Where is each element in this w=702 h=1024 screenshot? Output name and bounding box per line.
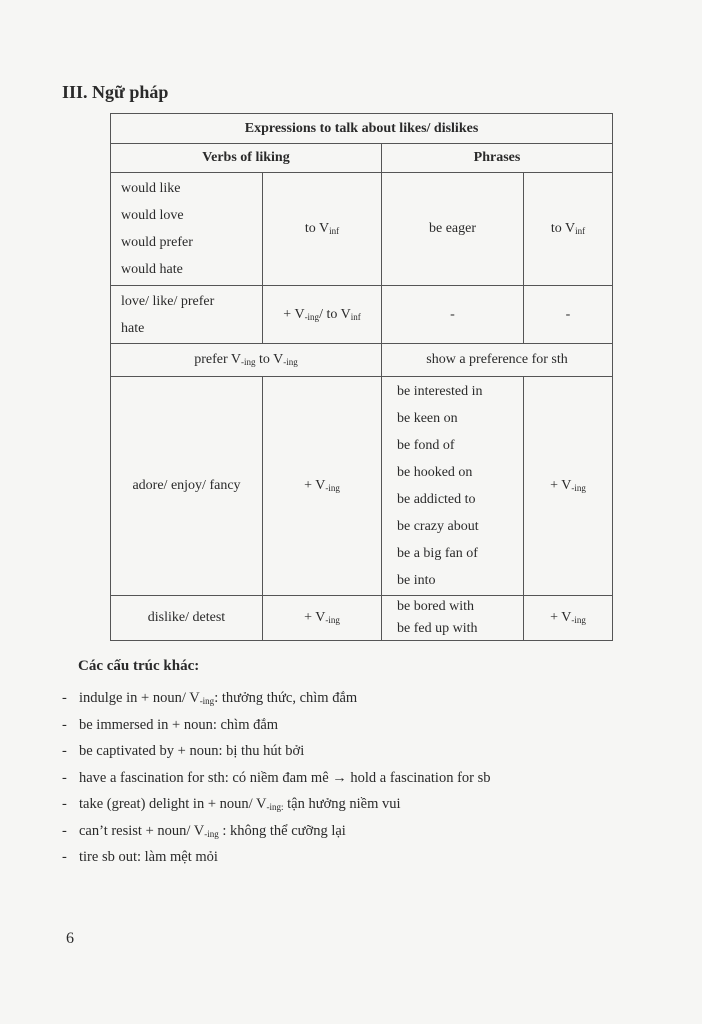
phrase-form: + $V_{-ing}$ bbox=[524, 377, 613, 596]
list-item: - be captivated by + noun: bị thu hút bởi bbox=[62, 743, 305, 759]
phrase: be addicted to bbox=[397, 492, 476, 507]
col-header-verbs: Verbs of liking bbox=[111, 144, 382, 173]
verb: would hate bbox=[121, 262, 183, 277]
table-row bbox=[111, 596, 613, 641]
list-item: - indulge in + noun/ $V_{-ing}$: thưởng thức, chìm đắm bbox=[62, 690, 358, 706]
page-number: 6 bbox=[66, 930, 74, 947]
phrase-form: to $V_{inf}$ bbox=[524, 173, 613, 286]
phrase-form: + $V_{-ing}$ bbox=[524, 596, 613, 641]
phrase-form: - bbox=[524, 286, 613, 344]
table-title: Expressions to talk about likes/ dislikes bbox=[111, 114, 613, 144]
phrase: be crazy about bbox=[397, 519, 479, 534]
phrase: be keen on bbox=[397, 411, 458, 426]
phrase: be hooked on bbox=[397, 465, 473, 480]
list-item: - tire sb out: làm mệt mỏi bbox=[62, 849, 218, 865]
section-heading: III. Ngữ pháp bbox=[62, 82, 169, 102]
table-row bbox=[111, 344, 613, 377]
verb-form: + $V_{-ing}$ bbox=[263, 596, 382, 641]
phrase: be a big fan of bbox=[397, 546, 478, 561]
verb-form: + $V_{-ing}$ bbox=[263, 377, 382, 596]
list-item: - can’t resist + noun/ $V_{-ing}$ : không thể cưỡng lại bbox=[62, 822, 346, 839]
expressions-table bbox=[110, 113, 613, 641]
list-item: - have a fascination for sth: có niềm đam mê → hold a fascination for sb bbox=[62, 769, 491, 786]
verb: love/ like/ prefer bbox=[121, 293, 215, 309]
phrase: be interested in bbox=[397, 384, 483, 399]
phrase: show a preference for sth bbox=[382, 344, 613, 377]
table-row bbox=[111, 173, 613, 286]
phrase: be into bbox=[397, 573, 436, 588]
verb: would love bbox=[121, 208, 184, 223]
verb: would like bbox=[121, 181, 181, 196]
verb: hate bbox=[121, 320, 145, 336]
verb: dislike/ detest bbox=[111, 596, 263, 641]
table-row bbox=[111, 286, 613, 344]
phrase: be eager bbox=[382, 173, 524, 286]
verb-form: to $V_{inf}$ bbox=[263, 173, 382, 286]
list-item: - be immersed in + noun: chìm đắm bbox=[62, 716, 279, 733]
phrase: be fond of bbox=[397, 438, 455, 453]
list-item: - take (great) delight in + noun/ $V_{-ing:}$ tận hưởng niềm vui bbox=[62, 796, 401, 812]
verb: would prefer bbox=[121, 235, 193, 250]
other-structures-list bbox=[62, 685, 491, 871]
phrase: be bored with bbox=[397, 599, 474, 614]
phrase: - bbox=[382, 286, 524, 344]
verb-pattern: prefer $V_{-ing}$ to $V_{-ing}$ bbox=[111, 344, 382, 377]
verb: adore/ enjoy/ fancy bbox=[111, 377, 263, 596]
col-header-phrases: Phrases bbox=[382, 144, 613, 173]
verb-form: + $V_{-ing}/$ to $V_{inf}$ bbox=[263, 286, 382, 344]
phrase: be fed up with bbox=[397, 621, 478, 636]
table-row bbox=[111, 377, 613, 596]
other-structures-heading: Các cấu trúc khác: bbox=[78, 658, 200, 674]
